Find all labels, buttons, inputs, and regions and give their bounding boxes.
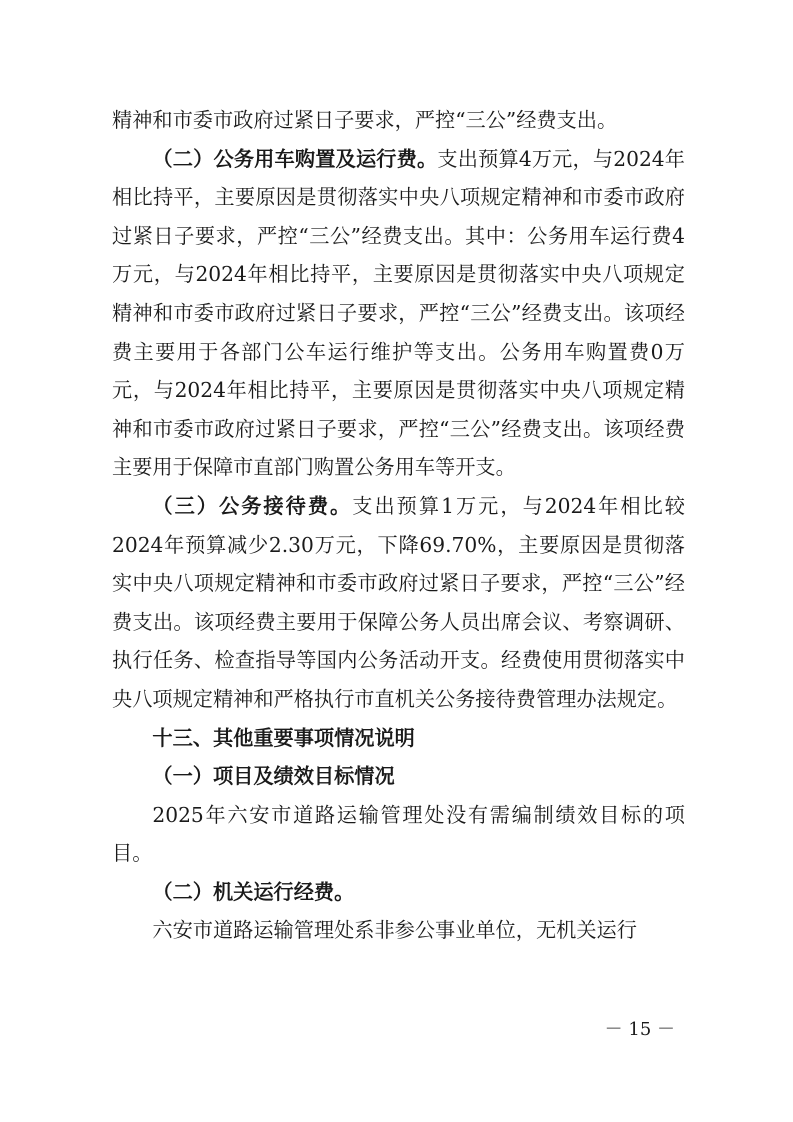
subsection-heading-performance: （一）项目及绩效目标情况	[152, 764, 395, 789]
section-heading-other-matters: 十三、其他重要事项情况说明	[152, 725, 415, 750]
paragraph-continuation: 精神和市委市政府过紧日子要求，严控“三公”经费支出。	[112, 108, 618, 132]
paragraph-performance: 2025年六安市道路运输管理处没有需编制绩效目标的项目。	[112, 802, 685, 866]
paragraph-operating-costs: 六安市道路运输管理处系非参公事业单位，无机关运行	[152, 918, 637, 943]
document-body	[112, 101, 685, 950]
page-number: － 15 －	[604, 1019, 675, 1040]
paragraph-reception-text: 支出预算1万元，与2024年相比较2024年预算减少2.30万元，下降69.70%，主要原因是贯彻落实中央八项规定精神和市委市政府过紧日子要求，严控“三公”经费支出。该项经费主要用于保障公务人员出席会议、考察调研、执行任务、检查指导等国内公务活动开支。经费使用贯彻落实中央八项规定精神和严格执行市直机关公务接待费管理办法规定。	[112, 493, 685, 711]
paragraph-vehicle-text: 支出预算4万元，与2024年相比持平，主要原因是贯彻落实中央八项规定精神和市委市政府过紧日子要求，严控“三公”经费支出。其中：公务用车运行费4万元，与2024年相比持平，主要原因是贯彻落实中央八项规定精神和市委市政府过紧日子要求，严控“三公”经费支出。该项经费主要用于各部门公车运行维护等支出。公务用车购置费0万元，与2024年相比持平，主要原因是贯彻落实中央八项规定精神和市委市政府过紧日子要求，严控“三公”经费支出。该项经费主要用于保障市直部门购置公务用车等开支。	[112, 146, 685, 480]
paragraph-vehicle-costs	[112, 140, 685, 487]
section-lead-vehicle: （二）公务用车购置及运行费。	[152, 146, 438, 171]
paragraph-reception-costs	[112, 487, 685, 719]
section-lead-reception: （三）公务接待费。	[152, 493, 353, 518]
subsection-heading-operating-costs: （二）机关运行经费。	[152, 879, 355, 904]
